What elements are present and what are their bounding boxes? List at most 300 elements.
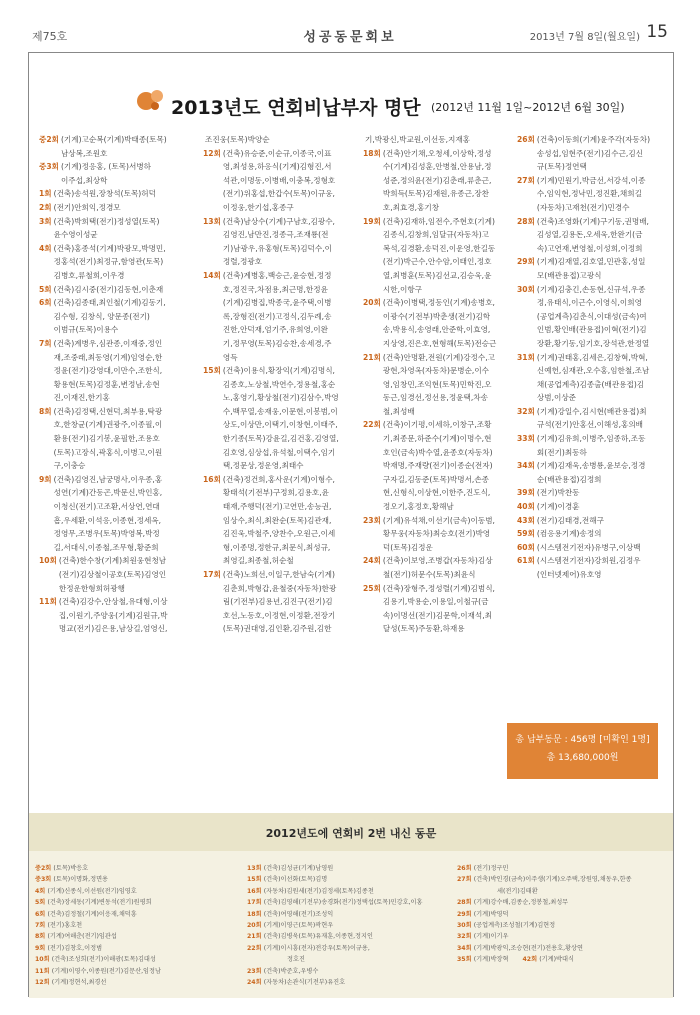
class-number: 15회 xyxy=(203,366,221,376)
class-entry xyxy=(203,147,353,215)
name-line: 기,최종문,하준수(기계)이명수,현 xyxy=(382,434,492,444)
member-names xyxy=(221,147,353,215)
class-number: 11회 xyxy=(39,597,57,607)
name-line: (건축)장형주,정성렬(기계)김범식, xyxy=(382,583,495,593)
class-entry xyxy=(39,215,197,242)
class-entry xyxy=(203,133,353,147)
class-number: 10회 xyxy=(39,556,57,566)
name-line: 남상복,조원호 xyxy=(60,148,108,158)
name-line: 최영길,최종철,허순철 xyxy=(222,556,294,566)
name-line: 기,정무영(토목)김승찬,송세경,주 xyxy=(222,338,332,348)
member-names xyxy=(535,514,667,528)
member-names xyxy=(535,255,667,282)
summary-total-amount: 총 13,680,000원 xyxy=(546,753,619,763)
member-names: (건축)이선화(토목)김명 xyxy=(263,876,328,884)
class-number: 6회 xyxy=(35,910,48,918)
member-names: (토목)박응호 xyxy=(53,865,89,872)
class-entry xyxy=(517,486,667,500)
member-names xyxy=(535,351,667,405)
class-number: 17회 xyxy=(203,570,221,579)
class-number: 16회 xyxy=(203,474,221,484)
name-line: (건축)박희택(전기)정성열(토목) xyxy=(53,216,160,226)
class-number: 10회 xyxy=(35,956,52,964)
section2-title: 2012년도에 연회비 2번 내신 동문 xyxy=(265,827,437,840)
member-names xyxy=(221,568,353,636)
member-names xyxy=(52,215,197,242)
twice-payer-entry xyxy=(247,977,457,988)
name-line: (건축)안명환,전원(기계)강정수,고 xyxy=(382,352,495,362)
name-line: (기계)유석채,이선기(금속)이동범, xyxy=(382,515,495,525)
twice-payer-entry xyxy=(457,909,669,920)
name-line: 철(전기)허문수(토목)최윤식 xyxy=(382,570,476,579)
class-entry xyxy=(203,568,353,636)
name-line: 철,최성배 xyxy=(382,406,415,416)
class-number: 18회 xyxy=(363,148,381,158)
member-names xyxy=(535,554,667,581)
name-line: (건축)정건희,홍사운(기계)이형수, xyxy=(222,474,335,484)
name-line: 진,이재진,한기홍 xyxy=(53,393,110,403)
member-names xyxy=(52,337,197,405)
class-number: 13회 xyxy=(247,865,264,872)
twice-payer-entry xyxy=(247,863,457,874)
member-names xyxy=(535,527,667,541)
class-number: 26회 xyxy=(457,865,474,872)
name-line: 호인(금속)박수열,윤종호(자동차) xyxy=(382,447,493,457)
name-line: (건축)김정택,신현덕,최부용,탁광 xyxy=(53,406,163,416)
member-names xyxy=(381,582,513,636)
page-number: 15 xyxy=(646,22,668,42)
member-names xyxy=(203,133,353,147)
member-names xyxy=(221,473,353,568)
name-line: 덕(토목)김정운 xyxy=(382,542,433,552)
name-line: 시한,이항구 xyxy=(382,284,422,294)
twice-payer-entry xyxy=(247,920,457,931)
class-entry xyxy=(39,296,197,337)
member-names: (기계)신종식,이선원(전기)임영호 xyxy=(47,887,137,895)
class-entry xyxy=(363,215,513,297)
class-number: 61회 xyxy=(517,556,535,566)
payer-list xyxy=(39,133,665,773)
name-line: (전기)위홍섭,한갑수(토목)이규웅, xyxy=(222,189,335,199)
class-entry xyxy=(517,255,667,282)
twice-payer-entry xyxy=(457,931,669,942)
member-names: (건축)장세동(기계)변동석(전기)원평희 xyxy=(47,899,152,907)
name-line: (기계)김충긴,손동현,신규석,우종 xyxy=(536,284,646,294)
member-names xyxy=(52,296,197,337)
class-number: 3회 xyxy=(39,216,52,226)
name-line: 이청신(전기)고조환,서상연,연대 xyxy=(53,502,160,512)
title-bar xyxy=(29,71,673,121)
name-line: 조진웅(토목)박양순 xyxy=(205,135,270,144)
name-line: 송성섭,임현주(전기)김수근,김신 xyxy=(536,148,644,158)
class-number: 32회 xyxy=(517,406,535,416)
name-line: (건축)안기채,오청세,이상학,정성 xyxy=(382,148,492,158)
name-line: 신예헌,심재관,오수홍,임한철,조남 xyxy=(536,366,650,376)
name-line: (전기)김상철이공호(토목)김영인 xyxy=(58,570,167,579)
class-number: 39회 xyxy=(517,488,535,498)
class-entry xyxy=(363,351,513,419)
member-names xyxy=(535,500,667,514)
name-line: 달성(토목)주동환,하재용 xyxy=(382,624,465,634)
class-entry xyxy=(39,337,197,405)
class-number: 5회 xyxy=(35,899,48,907)
class-number: 29회 xyxy=(457,910,474,918)
column-2 xyxy=(203,133,353,636)
member-names: (기계)이영근(토목)곽현우 xyxy=(263,922,334,930)
name-line: (인터넷제어)유호영 xyxy=(536,570,602,579)
twice-payer-entry xyxy=(35,874,235,885)
column-3 xyxy=(363,133,513,636)
member-names: (기계)이영수,이종원(전기)김문산,임정남 xyxy=(51,967,161,975)
name-line: (기계)정응홍, (토목)서병하 xyxy=(60,162,152,172)
member-names: (건축)김정철(기계)이응재,채덕흥 xyxy=(47,910,137,918)
member-names xyxy=(221,364,353,473)
member-names: (기계)이시흥(전자)전강우(토목)이규용, xyxy=(263,944,370,952)
class-number: 43회 xyxy=(517,515,535,525)
twice-payer-entry xyxy=(457,874,669,885)
twice-payer-entry xyxy=(35,931,235,942)
name-line: 이정웅,한기섭,홍종구 xyxy=(222,202,294,212)
class-entry xyxy=(39,554,197,595)
twice-payer-entry xyxy=(247,943,457,954)
name-line: 노,홍영기,황상철(전기)김삼수,박영 xyxy=(222,393,339,403)
member-names: (건축)김병욱(토목)유재훈,이종현,정지인 xyxy=(263,933,373,941)
member-names xyxy=(59,133,197,160)
member-names: (기계)박영덕 xyxy=(473,910,509,918)
class-number: 9회 xyxy=(35,944,48,952)
name-line: 속)이명선(전기)김문학,이재석,최 xyxy=(382,610,492,620)
name-line: 태재,주행덕(전기)고연만,송능권, xyxy=(222,502,332,512)
name-line: 환용(전기)김기봉,윤필한,조용호 xyxy=(53,434,160,444)
member-names xyxy=(535,486,667,500)
name-line: 이범규(토목)이용수 xyxy=(53,325,119,335)
twice-payer-entry xyxy=(457,863,669,874)
name-line: 기)남광우,유홍형(토목)김덕수,이 xyxy=(222,243,332,253)
title-period: (2012년 11월 1일~2012년 6월 30일) xyxy=(431,101,625,114)
name-line: 윤수영이성균 xyxy=(53,230,98,240)
name-line: 정,유태식,이근수,이영식,이희영 xyxy=(536,298,642,308)
name-line: (시스템전기전자)유병구,이상백 xyxy=(536,542,641,552)
twice-payer-entry xyxy=(247,909,457,920)
member-names xyxy=(381,418,513,513)
class-number: 21회 xyxy=(247,933,264,941)
name-line: (자동차)고재천(전기)민경수 xyxy=(536,202,630,212)
name-line: 재,조중래,최동영(기계)임영순,한 xyxy=(53,352,163,362)
name-line: 김춘희,박형갑,윤철중(자동차)한광 xyxy=(222,583,337,593)
name-line: 박희득(토목)김재원,유종근,장찬 xyxy=(382,189,490,199)
class-number: 12회 xyxy=(35,979,52,987)
class-number: 33회 xyxy=(517,434,535,444)
twice-payer-entry xyxy=(247,886,457,897)
name-line: 수(기계)김성훈,안병철,안용남,정 xyxy=(382,162,492,172)
name-line: 이광수(기전부)박춘생(전기)김학 xyxy=(382,311,491,321)
name-line: 임상수,최식,최완순(토목)김관재, xyxy=(222,515,332,525)
name-line: 속)고연재,변영철,이성희,이정희 xyxy=(536,243,643,253)
name-line: (건축)김종태,최인철(기계)김동기, xyxy=(53,298,166,308)
member-names xyxy=(52,201,197,215)
member-names: (건축)조성희(전기)이해광(토목)김대성 xyxy=(51,956,156,964)
name-line: 김수형, 김창식, 양문종(전기) xyxy=(53,311,150,321)
class-entry xyxy=(517,459,667,486)
name-line: 김영진,남만진,정종극,조재룡(전 xyxy=(222,230,329,240)
class-entry xyxy=(517,405,667,432)
name-line: 김성열,김용돈,오세욱,한완기(금 xyxy=(536,230,643,240)
name-line: (건축)한수창(기계)최원웅현청남 xyxy=(58,556,167,566)
class-entry xyxy=(363,296,513,350)
member-names: (건축)박준호,우병수 xyxy=(263,967,319,975)
member-names xyxy=(52,242,197,283)
twice-payer-entry xyxy=(35,909,235,920)
class-number: 16회 xyxy=(247,887,264,895)
name-line: 석관,이명동,이병배,이충복,정형호 xyxy=(222,175,336,185)
name-line: 길,서대식,이종철,조무형,황준희 xyxy=(53,542,159,552)
class-number: 28회 xyxy=(517,216,535,226)
class-number: 21회 xyxy=(363,352,381,362)
name-line: 지상영,진은호,현형해(토목)전승근 xyxy=(382,338,497,348)
class-number: 20회 xyxy=(247,922,264,930)
class-number: 4회 xyxy=(39,243,52,253)
class-number: 29회 xyxy=(517,257,535,267)
class-entry xyxy=(517,554,667,581)
class-number: 19회 xyxy=(363,216,381,226)
member-names: (공업계측)조성철(기계)김현정 xyxy=(473,922,556,930)
member-names xyxy=(52,473,197,555)
class-number: 중2회 xyxy=(39,135,59,144)
member-names: (전기)김창호,이정범 xyxy=(47,944,103,952)
name-continuation: 세(전기)김태환 xyxy=(497,887,538,895)
name-line: 정영무,조병우(토목)박영복,박정 xyxy=(53,529,160,539)
twice-payer-entry xyxy=(35,920,235,931)
twice-payer-entry xyxy=(35,897,235,908)
twice-payers-section xyxy=(29,813,673,998)
twice-payer-entry xyxy=(457,943,669,954)
class-number: 13회 xyxy=(203,216,221,226)
name-line: 영,최성용,하응식(기계)김형진,서 xyxy=(222,162,332,172)
name-line: (기계)이경훈 xyxy=(536,502,580,512)
class-number: 8회 xyxy=(35,933,48,941)
class-entry xyxy=(203,269,353,364)
column-1 xyxy=(39,133,197,636)
name-line: 김병호,류철희,이우경 xyxy=(53,270,125,280)
member-names xyxy=(381,514,513,555)
name-line: 상도,이상만,이택기,이창현,이태주, xyxy=(222,420,338,430)
class-entry xyxy=(363,554,513,581)
name-line: (건축)김강수,안상철,유대형,이상 xyxy=(58,597,168,607)
member-names: (기계)강수배,김종순,정봉철,최성무 xyxy=(473,899,569,907)
member-names: (자동차)김원세(전기)김정세(토목)김종천 xyxy=(263,887,374,895)
name-line: (건축)홍종석(기계)박광모,박명민, xyxy=(53,243,166,253)
class-number: 1회 xyxy=(39,189,52,199)
member-names xyxy=(221,269,353,364)
member-names xyxy=(535,215,667,256)
name-line: 영득 xyxy=(222,352,238,362)
twice-payer-entry xyxy=(247,966,457,977)
name-line: (건축)유승준,이순규,이종국,이표 xyxy=(222,148,332,158)
member-names xyxy=(59,160,197,187)
name-line: 박재명,주재량(전기)이종순(전자) xyxy=(382,461,493,471)
name-line: 수,백무열,송재웅,이문현,이봉범,이 xyxy=(222,406,338,416)
twice-payer-entry xyxy=(457,954,669,965)
class-number: 11회 xyxy=(35,967,52,975)
class-number: 18회 xyxy=(247,910,264,918)
class-number: 60회 xyxy=(517,542,535,552)
class-number: 32회 xyxy=(457,933,474,941)
name-line: (건축)이병택,정동인(기계)송병호, xyxy=(382,298,495,308)
name-line: (건축)조영화(기계)구기동,권명배, xyxy=(536,216,649,226)
name-line: (건축)김시중(전기)김동현,이춘재 xyxy=(53,284,164,294)
page-title: 2013년도 연회비납부자 명단 xyxy=(171,97,421,119)
class-entry xyxy=(39,473,197,555)
member-names xyxy=(535,432,667,459)
class-entry xyxy=(363,133,513,147)
class-entry xyxy=(517,351,667,405)
name-line: 장환,황기동,임기호,장석관,한정열 xyxy=(536,338,650,348)
name-line: 호,최효경,홍기창 xyxy=(382,202,440,212)
class-entry xyxy=(517,527,667,541)
class-entry xyxy=(203,473,353,568)
name-line: 록,장형진(전기)고정식,김두례,송 xyxy=(222,311,332,321)
member-names xyxy=(221,215,353,269)
member-names: (토목)이명화,정면용 xyxy=(53,876,109,884)
class-number: 2회 xyxy=(39,202,52,212)
class-entry xyxy=(39,242,197,283)
class-entry xyxy=(517,541,667,555)
class-number: 12회 xyxy=(203,148,221,158)
class-entry xyxy=(517,215,667,256)
name-line: 구자길,김동준(토목)박명서,손종 xyxy=(382,474,490,484)
class-number: 중3회 xyxy=(35,876,54,884)
member-names: (기계)여해춘(전기)임관섭 xyxy=(47,933,117,941)
member-names: (건축)김영해(기전부)송경화(전기)정택섭(토목)민강호,이홍 xyxy=(263,899,423,907)
twice-payer-entry xyxy=(457,920,669,931)
name-line: 황용현(토목)김정훈,변정남,송현 xyxy=(53,379,160,389)
name-line: 회(전기)최동하 xyxy=(536,447,587,457)
class-number: 26회 xyxy=(517,135,535,144)
class-number: 5회 xyxy=(39,284,52,294)
class-number: 24회 xyxy=(363,556,381,566)
member-names: (건축)박인경(금속)이주생(기계)오주택,장원영,채동우,한종 xyxy=(473,876,632,884)
name-line: (기계)김재욱,송병룡,윤보승,정경 xyxy=(536,461,646,471)
class-entry xyxy=(39,405,197,473)
member-names xyxy=(535,174,667,215)
name-line: 채(공업계측)김종출(배관용접)김 xyxy=(536,379,645,389)
class-number: 중2회 xyxy=(35,865,54,872)
name-line: (건축)김영진,남궁명사,이우종,홍 xyxy=(53,474,163,484)
name-line: 형,이종명,정한규,최문식,최성규, xyxy=(222,542,331,552)
twice-payer-entry xyxy=(35,943,235,954)
member-names xyxy=(381,351,513,419)
member-names xyxy=(535,133,667,174)
name-line: (건축)노희선,이일구,한남숙(기계) xyxy=(222,570,335,579)
class-number: 42회 xyxy=(522,956,540,964)
name-line: 광현,차영옥(자동차)문병순,이수 xyxy=(382,366,490,376)
section2-column-1 xyxy=(35,863,235,988)
name-line: 열,최병훈(토목)김선교,김승욱,윤 xyxy=(382,270,492,280)
name-line: 송,박용식,송영래,안준학,이효영, xyxy=(382,325,491,335)
name-line: 집,이원기,주양웅(기계)김원규,박 xyxy=(58,610,168,620)
member-names: (건축)여영해(전기)조성익 xyxy=(263,910,334,918)
class-entry xyxy=(39,160,197,187)
name-line: 성준,정의윤(전기)김춘래,류춘근, xyxy=(382,175,492,185)
class-number: 27회 xyxy=(457,876,474,884)
name-line: (건축)남상수(기계)구남호,김광수, xyxy=(222,216,335,226)
name-line: (기계)김재열,김호열,민관홍,성일 xyxy=(536,257,646,267)
name-line: 복석,김경환,송덕진,이운영,한길동 xyxy=(382,243,496,253)
twice-payer-entry xyxy=(247,931,457,942)
article-frame xyxy=(28,52,674,997)
name-line: (기계)권태홍,김세은,김창혁,박혁, xyxy=(536,352,648,362)
name-line: 흠,우세환,이석응,이종현,정세옥, xyxy=(53,515,162,525)
member-names xyxy=(535,541,667,555)
class-entry xyxy=(39,187,197,201)
section2-column-2 xyxy=(247,863,457,988)
name-line: 정홍석(전기)최정규,함영관(토목) xyxy=(53,257,164,267)
class-entry xyxy=(517,174,667,215)
name-line: 상범,이상준 xyxy=(536,393,576,403)
name-line: 모(배관용접)고광식 xyxy=(536,270,602,280)
class-number: 25회 xyxy=(363,583,381,593)
class-entry xyxy=(39,595,197,636)
class-entry xyxy=(517,283,667,351)
class-entry xyxy=(39,283,197,297)
class-number: 34회 xyxy=(457,944,474,952)
name-line: 영,임창민,조익현(토목)민학진,오 xyxy=(382,379,492,389)
name-line: 동근,임경선,정선용,정윤택,차송 xyxy=(382,393,488,403)
class-entry xyxy=(363,582,513,636)
twice-payer-entry xyxy=(35,954,235,965)
name-line: (전기)박찬동 xyxy=(536,488,580,498)
publication-name: 성공동문회보 xyxy=(303,30,397,45)
class-number: 24회 xyxy=(247,979,264,987)
name-line: 황태석(기전부)구정희,김용호,윤 xyxy=(222,488,330,498)
twice-payer-entry xyxy=(247,897,457,908)
name-line: 택,정문상,정운영,최태수 xyxy=(222,461,304,471)
name-line: 호선,노동호,이정현,이정환,전장기 xyxy=(222,610,336,620)
member-names: (전기)정구민 xyxy=(473,865,509,872)
twice-payer-entry xyxy=(35,886,235,897)
member-names xyxy=(381,296,513,350)
name-line: 호,한창균(기계)권광주,이종필,이 xyxy=(53,420,163,430)
name-line: 정윤(전기)강영대,이만수,조한식, xyxy=(53,366,163,376)
name-line: (건축)송석원,장창석(토목)허덕 xyxy=(53,189,156,199)
issue-number: 제75호 xyxy=(32,30,68,43)
title-bullet-icon xyxy=(135,87,165,113)
name-line: (건축)계병홍,백승근,윤승현,정정 xyxy=(222,270,332,280)
member-names xyxy=(52,283,197,297)
name-line: (기계)민원기,박금선,서강석,이종 xyxy=(536,175,646,185)
name-line: (공업계측)김춘식,이대성(금속)여 xyxy=(536,311,647,321)
class-number: 9회 xyxy=(39,474,52,484)
member-names xyxy=(363,133,513,147)
name-line: 수,임익현,정낙민,정진환,채희길 xyxy=(536,189,642,199)
member-names xyxy=(52,405,197,473)
name-line: 정오기,홍정호,황해남 xyxy=(382,502,454,512)
member-names xyxy=(381,215,513,297)
name-line: 구,이충승 xyxy=(53,461,86,471)
name-line: 진한,안덕재,엄기주,유희영,이완 xyxy=(222,325,328,335)
name-line: 규석(전기)안홍선,이해성,홍의배 xyxy=(536,420,644,430)
class-number: 30회 xyxy=(457,922,474,930)
name-line: (건축)이기평,이세하,이창구,조황 xyxy=(382,420,492,430)
name-line: 한기종(토목)강윤길,김건홍,김영열, xyxy=(222,434,339,444)
name-line: (건축)이용식,황장익(기계)김명식, xyxy=(222,366,335,376)
twice-payer-entry xyxy=(457,897,669,908)
class-entry xyxy=(517,133,667,174)
member-names: (기계)박광익,조승현(전기)전용호,황상연 xyxy=(473,944,583,952)
member-names: (기계)이기우 xyxy=(473,933,509,941)
name-line: 김진욱,박철주,양찬수,오원근,이세 xyxy=(222,529,336,539)
section2-column-3 xyxy=(457,863,669,966)
